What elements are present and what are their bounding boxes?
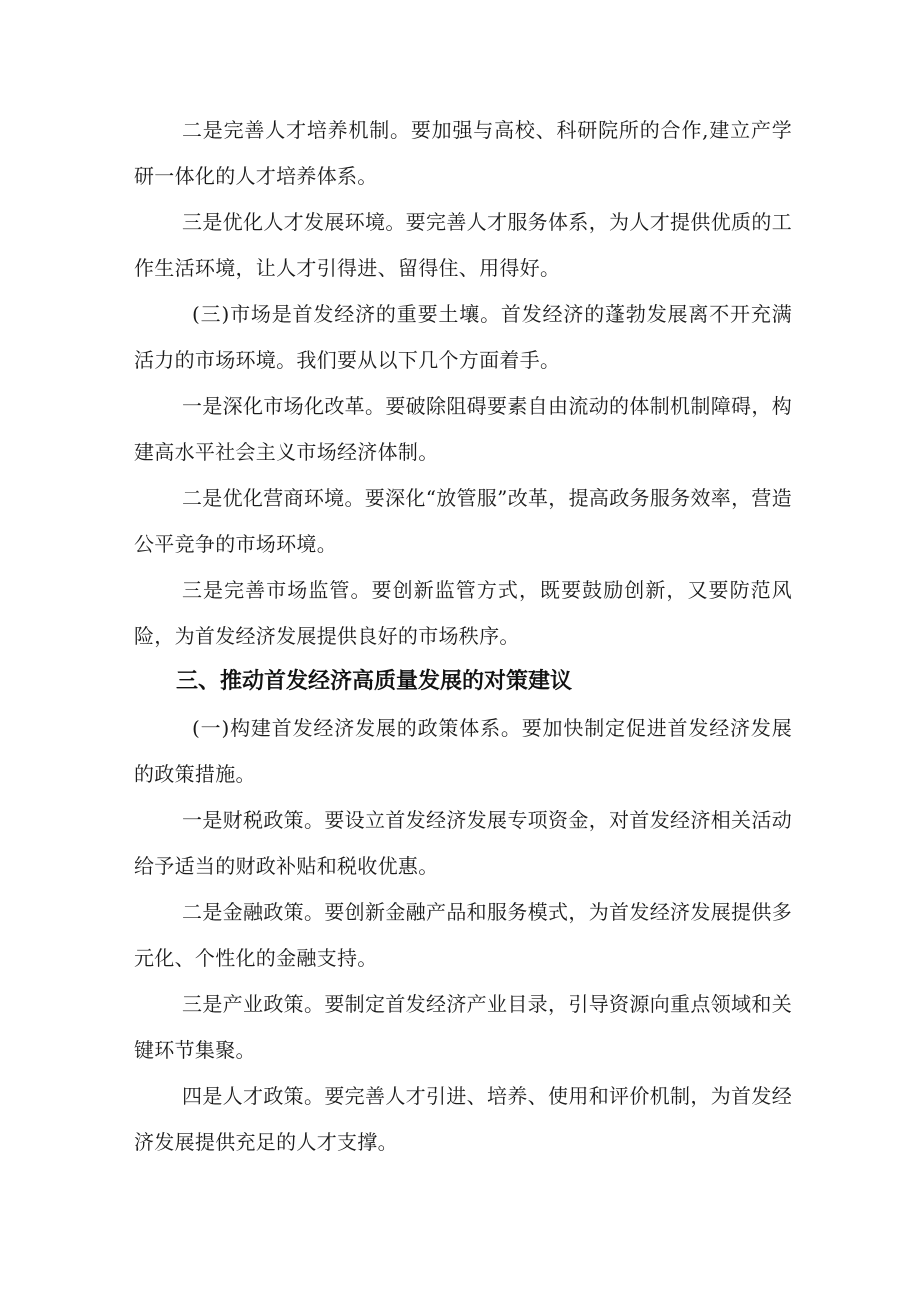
paragraph-market-soil: (三)市场是首发经济的重要土壤。首发经济的蓬勃发展离不开充满活力的市场环境。我们要从以下几个方面着手。 — [134, 302, 792, 372]
paragraph-financial-policy: 二是金融政策。要创新金融产品和服务模式，为首发经济发展提供多元化、个性化的金融支持。 — [134, 900, 792, 970]
section-heading-countermeasures: 三、推动首发经济高质量发展的对策建议 — [176, 669, 573, 694]
paragraph-business-environment: 二是优化营商环境。要深化“放管服”改革，提高政务服务效率，营造公平竞争的市场环境。 — [134, 486, 792, 556]
paragraph-market-supervision: 三是完善市场监管。要创新监管方式，既要鼓励创新，又要防范风险，为首发经济发展提供良好的市场秩序。 — [134, 578, 792, 648]
paragraph-talent-training: 二是完善人才培养机制。要加强与高校、科研院所的合作,建立产学研一体化的人才培养体系。 — [134, 118, 792, 188]
paragraph-policy-system: (一)构建首发经济发展的政策体系。要加快制定促进首发经济发展的政策措施。 — [134, 716, 792, 786]
paragraph-market-reform: 一是深化市场化改革。要破除阻碍要素自由流动的体制机制障碍，构建高水平社会主义市场经济体制。 — [134, 394, 792, 464]
document-page — [134, 107, 792, 1165]
paragraph-fiscal-policy: 一是财税政策。要设立首发经济发展专项资金，对首发经济相关活动给予适当的财政补贴和税收优惠。 — [134, 808, 792, 878]
paragraph-talent-environment: 三是优化人才发展环境。要完善人才服务体系，为人才提供优质的工作生活环境，让人才引得进、留得住、用得好。 — [134, 210, 792, 280]
paragraph-industrial-policy: 三是产业政策。要制定首发经济产业目录，引导资源向重点领域和关键环节集聚。 — [134, 992, 792, 1062]
paragraph-talent-policy: 四是人才政策。要完善人才引进、培养、使用和评价机制，为首发经济发展提供充足的人才支撑。 — [134, 1084, 792, 1154]
